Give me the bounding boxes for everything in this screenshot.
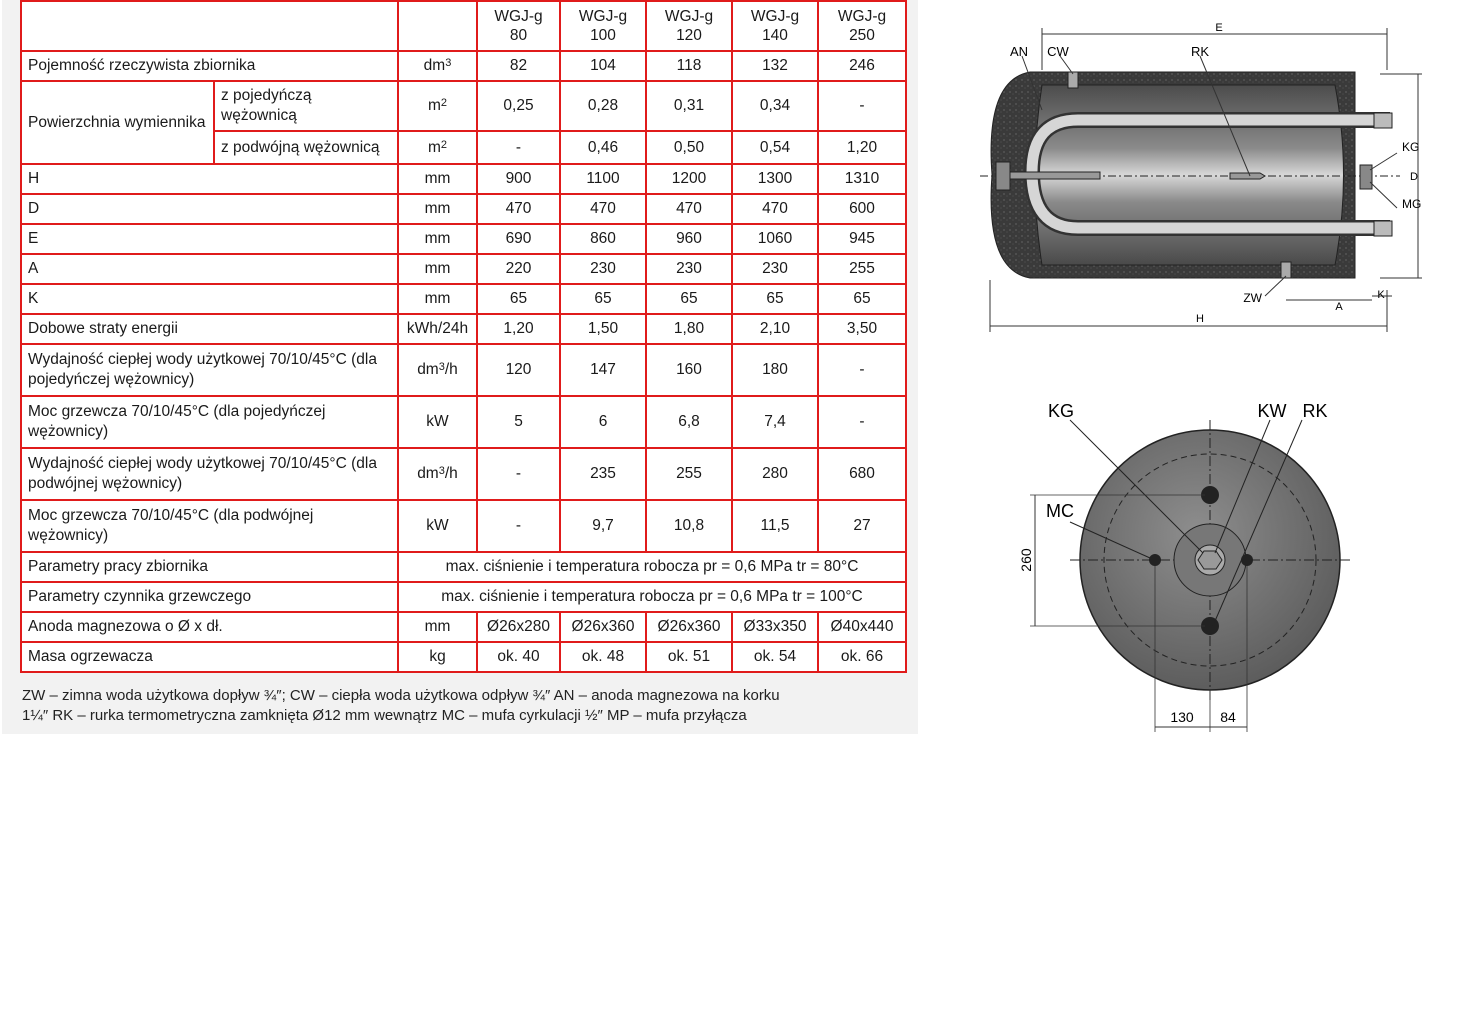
row-label: Parametry czynnika grzewczego	[21, 582, 398, 612]
value-cell: 690	[477, 224, 560, 254]
value-cell: 1300	[732, 164, 818, 194]
value-cell: 960	[646, 224, 732, 254]
header-blank	[21, 1, 398, 51]
value-cell: -	[818, 396, 906, 448]
unit-superscript: 2	[440, 97, 448, 109]
value-cell: 65	[646, 284, 732, 314]
model-name: WGJ-g	[664, 8, 714, 25]
value-cell: 945	[818, 224, 906, 254]
table-row	[21, 254, 906, 284]
model-header	[477, 1, 560, 51]
table-row	[21, 448, 906, 500]
unit-superscript: 2	[440, 138, 448, 151]
header-row	[21, 1, 906, 51]
table-row	[21, 344, 906, 396]
value-cell: ok. 54	[732, 642, 818, 672]
value-cell: 1,20	[818, 131, 906, 164]
value-cell: 246	[818, 51, 906, 81]
table-row	[21, 284, 906, 314]
value-cell: 118	[646, 51, 732, 81]
value-cell: 235	[560, 448, 646, 500]
table-row	[21, 194, 906, 224]
front-label-kg: KG	[1047, 401, 1075, 421]
label-rk: RK	[1190, 44, 1210, 59]
value-cell: -	[477, 448, 560, 500]
table-row	[21, 582, 906, 612]
dim-a-label: A	[1335, 301, 1343, 313]
value-cell: 0,46	[560, 131, 646, 164]
label-kg: KG	[1402, 140, 1420, 154]
value-cell: 0,28	[560, 81, 646, 131]
unit-text: m	[427, 138, 441, 156]
footnote	[22, 686, 912, 726]
row-label: Wydajność ciepłej wody użytkowej 70/10/45°C (dla pojedyńczej wężownicy)	[21, 344, 398, 396]
dim-84: 84	[1220, 709, 1236, 725]
unit-cell	[398, 164, 477, 194]
value-cell: 0,25	[477, 81, 560, 131]
table-row	[21, 612, 906, 642]
unit-cell	[398, 314, 477, 344]
footnote-line-1: ZW – zimna woda użytkowa dopływ ¾″; CW – ciepła woda użytkowa odpływ ¾″ AN – anoda magnezowa na korku	[22, 687, 780, 704]
value-cell: 132	[732, 51, 818, 81]
dim-h-label: H	[1196, 313, 1204, 325]
unit-cell	[398, 344, 477, 396]
value-cell: 470	[646, 194, 732, 224]
unit-cell	[398, 131, 477, 164]
unit-text: mm	[424, 290, 451, 307]
row-label: A	[21, 254, 398, 284]
unit-text: mm	[424, 618, 451, 635]
value-cell: 470	[732, 194, 818, 224]
dim-e-label: E	[1215, 22, 1223, 34]
value-cell: Ø40x440	[818, 612, 906, 642]
unit-suffix: /h	[444, 465, 458, 482]
value-cell: 180	[732, 344, 818, 396]
value-cell: 0,50	[646, 131, 732, 164]
unit-text: m	[427, 97, 441, 114]
dim-260: 260	[1018, 548, 1034, 572]
value-cell: 9,7	[560, 500, 646, 552]
table-row	[21, 314, 906, 344]
unit-text: dm	[417, 361, 439, 378]
model-capacity: 140	[762, 27, 788, 44]
technical-drawings	[960, 0, 1460, 740]
unit-cell	[398, 642, 477, 672]
unit-text: mm	[424, 260, 451, 277]
value-cell: ok. 51	[646, 642, 732, 672]
table-row	[21, 81, 906, 131]
dim-130: 130	[1170, 709, 1194, 725]
unit-text: dm	[417, 465, 439, 482]
unit-cell	[398, 51, 477, 81]
table-row	[21, 51, 906, 81]
label-zw: ZW	[1243, 291, 1262, 305]
unit-superscript: 3	[438, 361, 445, 373]
unit-text: kg	[429, 648, 446, 665]
value-cell: 0,54	[732, 131, 818, 164]
unit-cell	[398, 500, 477, 552]
value-cell: Ø33x350	[732, 612, 818, 642]
unit-superscript: 3	[445, 57, 452, 69]
table-row	[21, 164, 906, 194]
value-cell: ok. 48	[560, 642, 646, 672]
row-label: K	[21, 284, 398, 314]
row-label: Moc grzewcza 70/10/45°C (dla pojedyńczej wężownicy)	[21, 396, 398, 448]
value-cell: 65	[560, 284, 646, 314]
side-view	[980, 22, 1422, 332]
unit-text: mm	[424, 170, 451, 187]
unit-cell	[398, 448, 477, 500]
model-header	[732, 1, 818, 51]
unit-cell	[398, 254, 477, 284]
footnote-line-2: 1¼″ RK – rurka termometryczna zamknięta Ø12 mm wewnątrz MC – mufa cyrkulacji ½″ MP – mufa przyłącza	[22, 707, 747, 724]
front-label-mc: MC	[1046, 501, 1074, 521]
value-cell: 1100	[560, 164, 646, 194]
value-cell: 65	[732, 284, 818, 314]
value-cell: 280	[732, 448, 818, 500]
value-cell: 860	[560, 224, 646, 254]
row-label: Dobowe straty energii	[21, 314, 398, 344]
row-label: E	[21, 224, 398, 254]
unit-superscript: 3	[438, 465, 445, 477]
label-an: AN	[1009, 44, 1029, 59]
model-capacity: 120	[676, 27, 702, 44]
value-cell: 65	[818, 284, 906, 314]
unit-suffix: /h	[444, 361, 458, 378]
row-label: D	[21, 194, 398, 224]
value-cell: 470	[560, 194, 646, 224]
header-unit-blank	[398, 1, 477, 51]
value-cell: 470	[477, 194, 560, 224]
value-cell: 0,31	[646, 81, 732, 131]
dim-k-label: K	[1377, 289, 1385, 301]
row-label: Anoda magnezowa o Ø x dł.	[21, 612, 398, 642]
model-name: WGJ-g	[837, 8, 887, 25]
model-header	[818, 1, 906, 51]
unit-cell	[398, 396, 477, 448]
value-cell: 1,50	[560, 314, 646, 344]
value-cell: 600	[818, 194, 906, 224]
value-cell: 255	[646, 448, 732, 500]
model-name: WGJ-g	[578, 8, 628, 25]
value-cell: ok. 40	[477, 642, 560, 672]
model-capacity: 250	[849, 27, 875, 44]
unit-cell	[398, 81, 477, 131]
value-cell: -	[818, 344, 906, 396]
value-cell: -	[477, 500, 560, 552]
value-cell: 6,8	[646, 396, 732, 448]
unit-text: kW	[426, 517, 449, 534]
row-label: H	[21, 164, 398, 194]
value-cell: 1,80	[646, 314, 732, 344]
unit-text: dm	[423, 57, 446, 74]
model-capacity: 80	[509, 27, 528, 44]
row-sub-label: z pojedyńczą wężownicą	[214, 81, 398, 131]
table-row	[21, 500, 906, 552]
label-cw: CW	[1047, 44, 1069, 59]
value-cell: Ø26x360	[646, 612, 732, 642]
value-cell: 104	[560, 51, 646, 81]
spec-panel	[2, 0, 918, 734]
table-row	[21, 224, 906, 254]
unit-cell	[398, 224, 477, 254]
value-cell: 230	[560, 254, 646, 284]
merged-value-cell: max. ciśnienie i temperatura robocza pr = 0,6 MPa tr = 100°C	[398, 582, 906, 612]
table-row	[21, 642, 906, 672]
value-cell: 230	[646, 254, 732, 284]
value-cell: 147	[560, 344, 646, 396]
unit-text: kW	[426, 413, 449, 430]
row-group-label: Powierzchnia wymiennika	[21, 81, 214, 164]
model-name: WGJ-g	[750, 8, 800, 25]
merged-value-cell: max. ciśnienie i temperatura robocza pr = 0,6 MPa tr = 80°C	[398, 552, 906, 582]
value-cell: Ø26x360	[560, 612, 646, 642]
value-cell: 0,34	[732, 81, 818, 131]
unit-cell	[398, 612, 477, 642]
unit-text: kWh/24h	[406, 320, 469, 337]
model-name: WGJ-g	[494, 8, 543, 25]
value-cell: 120	[477, 344, 560, 396]
row-sub-label: z podwójną wężownicą	[214, 131, 398, 164]
value-cell: 6	[560, 396, 646, 448]
value-cell: 255	[818, 254, 906, 284]
value-cell: 27	[818, 500, 906, 552]
value-cell: Ø26x280	[477, 612, 560, 642]
value-cell: 5	[477, 396, 560, 448]
label-mg: MG	[1402, 197, 1422, 211]
front-view	[1018, 401, 1352, 732]
value-cell: 82	[477, 51, 560, 81]
unit-cell	[398, 194, 477, 224]
model-capacity: 100	[590, 27, 616, 44]
value-cell: 230	[732, 254, 818, 284]
value-cell: 10,8	[646, 500, 732, 552]
value-cell: 680	[818, 448, 906, 500]
value-cell: 1060	[732, 224, 818, 254]
model-header	[560, 1, 646, 51]
unit-cell	[398, 284, 477, 314]
value-cell: 65	[477, 284, 560, 314]
front-label-kw: KW	[1257, 401, 1287, 421]
value-cell: ok. 66	[818, 642, 906, 672]
value-cell: 2,10	[732, 314, 818, 344]
value-cell: 1200	[646, 164, 732, 194]
row-label: Wydajność ciepłej wody użytkowej 70/10/45°C (dla podwójnej wężownicy)	[21, 448, 398, 500]
dim-d-label: D	[1410, 171, 1418, 183]
row-label: Pojemność rzeczywista zbiornika	[21, 51, 398, 81]
row-label: Parametry pracy zbiornika	[21, 552, 398, 582]
table-row	[21, 552, 906, 582]
row-label: Moc grzewcza 70/10/45°C (dla podwójnej wężownicy)	[21, 500, 398, 552]
row-label: Masa ogrzewacza	[21, 642, 398, 672]
value-cell: 11,5	[732, 500, 818, 552]
value-cell: 7,4	[732, 396, 818, 448]
value-cell: 1,20	[477, 314, 560, 344]
unit-text: mm	[424, 200, 451, 217]
value-cell: 1310	[818, 164, 906, 194]
value-cell: 160	[646, 344, 732, 396]
value-cell: -	[477, 131, 560, 164]
value-cell: -	[818, 81, 906, 131]
unit-text: mm	[424, 230, 451, 247]
spec-table	[20, 0, 907, 673]
value-cell: 3,50	[818, 314, 906, 344]
front-label-rk: RK	[1302, 401, 1328, 421]
model-header	[646, 1, 732, 51]
value-cell: 900	[477, 164, 560, 194]
table-row	[21, 396, 906, 448]
value-cell: 220	[477, 254, 560, 284]
